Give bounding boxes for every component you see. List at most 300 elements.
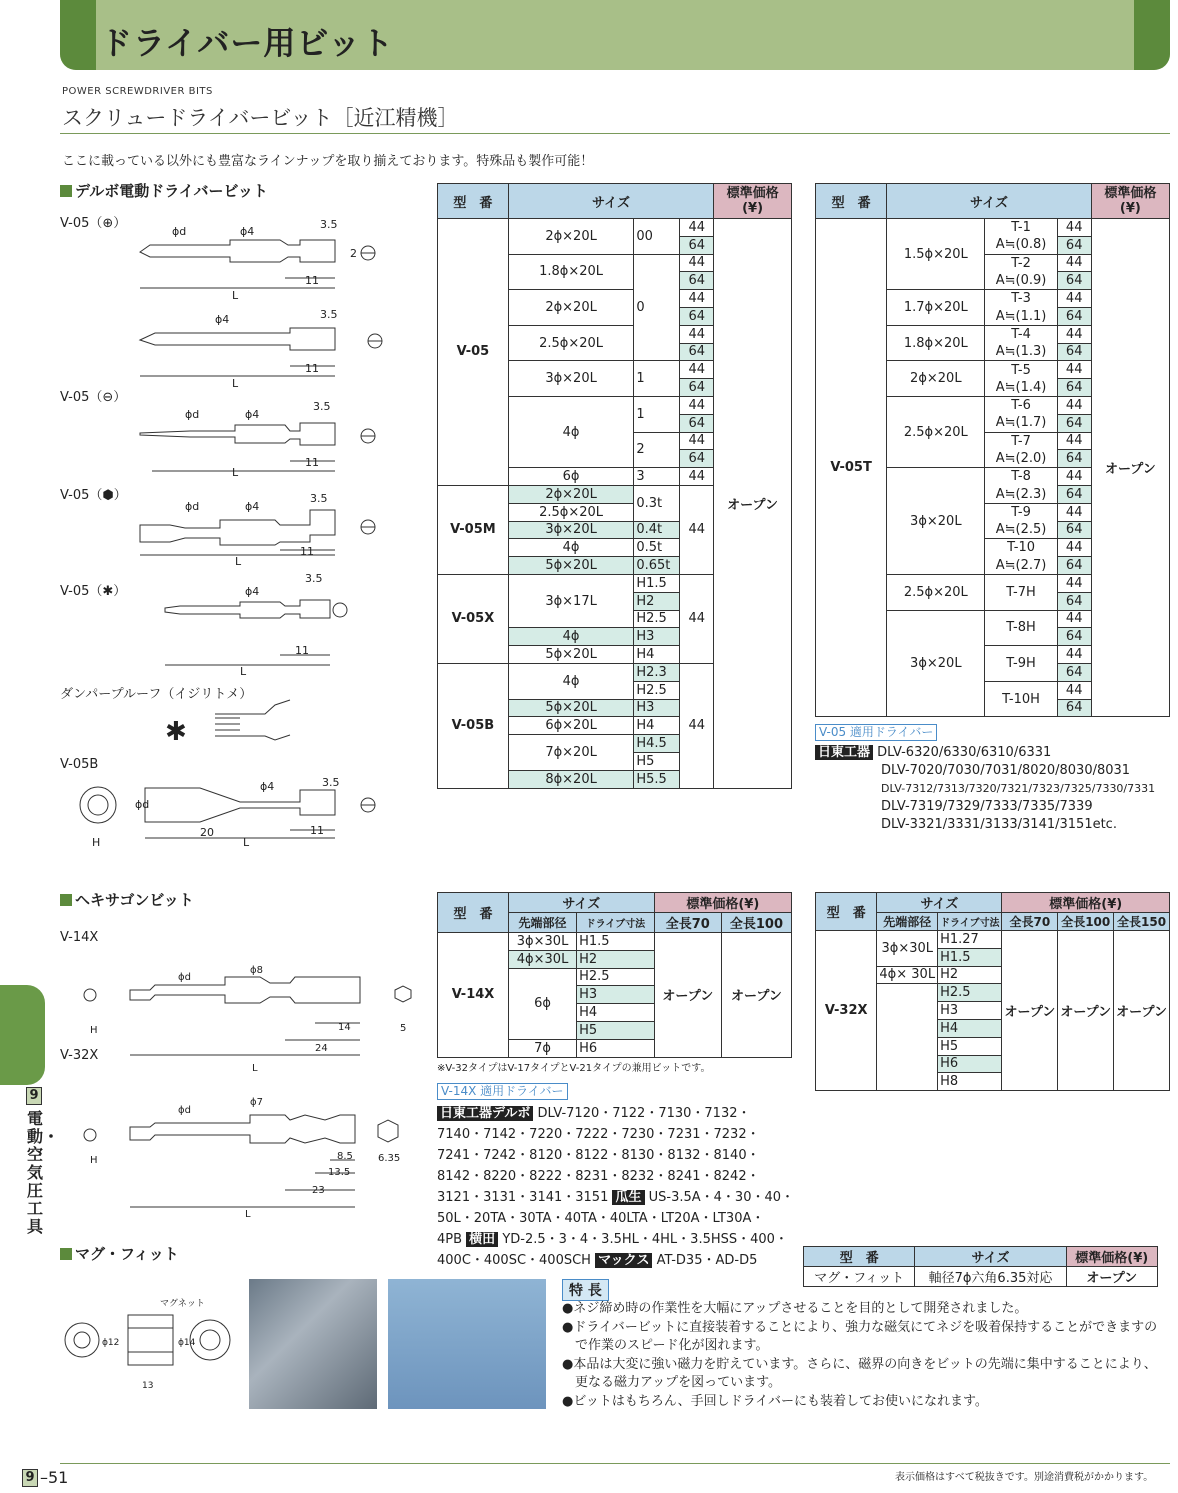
- label-v05-star: V-05（✱）: [60, 584, 127, 599]
- intro-text: ここに載っている以外にも豊富なラインナップを取り揃えております。特殊品も製作可能！: [62, 154, 594, 169]
- features-title: 特 長: [562, 1279, 609, 1301]
- t2-type: T-9: [985, 503, 1057, 521]
- maker-nitto-delvo: 日東工器デルボ: [437, 1106, 533, 1121]
- t2-size: 3ϕ×20L: [887, 610, 985, 717]
- t2-len: 64: [1057, 663, 1091, 681]
- t2-type: T-9H: [985, 646, 1057, 682]
- dim-35-2: 3.5: [320, 308, 338, 321]
- t1-cell: 64: [680, 343, 714, 361]
- t1-cell: 4ϕ: [508, 663, 634, 699]
- t1-cell: 2.5ϕ×20L: [508, 325, 634, 361]
- t1-cell: 8ϕ×20L: [508, 770, 634, 788]
- t1-cell: H2.5: [634, 681, 680, 699]
- driver-line: YD-2.5・3・4・3.5HL・4HL・3.5HSS・400・: [502, 1232, 788, 1247]
- t5-h-size: サイズ: [915, 1247, 1066, 1267]
- t1-cell: 7ϕ×20L: [508, 735, 634, 771]
- t1-cell: 64: [680, 450, 714, 468]
- t1-cell: 6ϕ: [508, 468, 634, 486]
- feature-item: ●ネジ締め時の作業性を大幅にアップさせることを目的として開発されました。: [562, 1301, 1028, 1316]
- t2-size: 2.5ϕ×20L: [887, 574, 985, 610]
- drivers-v14x: [437, 1080, 797, 1271]
- t1-cell: H2.3: [634, 663, 680, 681]
- dim-L-14x: L: [252, 1063, 258, 1074]
- t5-h-price: 標準価格(¥): [1066, 1247, 1157, 1267]
- label-v14x: V-14X: [60, 930, 99, 945]
- dim-H-6: H: [92, 836, 101, 849]
- subtitle-jp: スクリュードライバービット［近江精機］: [62, 106, 459, 130]
- t1-cell: 1.8ϕ×20L: [508, 254, 634, 290]
- table-v14x: [437, 892, 792, 1058]
- t1-model-v05m: V-05M: [438, 485, 509, 574]
- t4-h-70: 全長70: [1002, 913, 1058, 931]
- t4-cell: H4: [938, 1019, 1002, 1037]
- t1-cell: H3: [634, 699, 680, 717]
- t3-cell: 3ϕ×30L: [509, 933, 577, 951]
- t3-cell: 6ϕ: [509, 968, 577, 1039]
- drawing-v05-plus: [140, 240, 375, 288]
- t2-len: 64: [1057, 307, 1091, 325]
- t1-cell: H5: [634, 752, 680, 770]
- t2-type: T-4: [985, 325, 1057, 343]
- dim-d-14x: ϕd: [178, 972, 191, 983]
- side-chapter-number: 9: [26, 1087, 42, 1105]
- drivers-v05-title: V-05 適用ドライバー: [815, 724, 937, 741]
- footer-rule: [60, 1463, 1170, 1464]
- t1-cell: 2ϕ×20L: [508, 290, 634, 326]
- t2-len: 64: [1057, 272, 1091, 290]
- t4-cell: H1.5: [938, 948, 1002, 966]
- t1-model-v05: V-05: [438, 219, 509, 486]
- dim-d4-1: ϕ4: [240, 225, 255, 238]
- t2-len: 44: [1057, 396, 1091, 414]
- t1-cell: 2.5ϕ×20L: [508, 503, 634, 521]
- t3-cell: H6: [577, 1039, 655, 1057]
- t2-size: 1.8ϕ×20L: [887, 325, 985, 361]
- t2-type: A≒(1.7): [985, 414, 1057, 432]
- t1-cell: 64: [680, 414, 714, 432]
- t2-len: 44: [1057, 254, 1091, 272]
- section-hexagon: ヘキサゴンビット: [60, 889, 194, 910]
- label-v05b: V-05B: [60, 757, 99, 772]
- t2-len: 64: [1057, 699, 1091, 717]
- dim-11-5: 11: [295, 644, 309, 657]
- t3-h-70: 全長70: [654, 913, 721, 933]
- driver-line: 4PB: [437, 1232, 463, 1247]
- t4-h-150: 全長150: [1114, 913, 1170, 931]
- maker-uryu: 瓜生: [612, 1190, 644, 1205]
- t2-type: T-5: [985, 361, 1057, 379]
- t1-cell: 3ϕ×17L: [508, 574, 634, 627]
- t5-h-model: 型 番: [804, 1247, 915, 1267]
- t4-h-100: 全長100: [1058, 913, 1114, 931]
- t1-cell: 3: [634, 468, 680, 486]
- t2-len: 64: [1057, 628, 1091, 646]
- t2-type: T-2: [985, 254, 1057, 272]
- feature-item: 更なる磁力アップを図っています。: [562, 1375, 782, 1390]
- dim-L-32x: L: [245, 1209, 251, 1220]
- drawing-v05-star: [165, 600, 347, 665]
- t2-type: A≒(2.3): [985, 485, 1057, 503]
- side-tab: [0, 985, 45, 1085]
- t4-model: V-32X: [816, 931, 877, 1091]
- t1-model-v05b: V-05B: [438, 663, 509, 788]
- t1-cell: 44: [680, 396, 714, 414]
- t4-cell: H3: [938, 1002, 1002, 1020]
- t4-cell: H2.5: [938, 984, 1002, 1002]
- label-v32x: V-32X: [60, 1048, 99, 1063]
- feature-item: ●ビットはもちろん、手回しドライバーにも装着してお使いになれます。: [562, 1393, 988, 1409]
- t1-cell: H1.5: [634, 574, 680, 592]
- dim-14-14x: 14: [338, 1022, 351, 1033]
- t3-cell: H2: [577, 950, 655, 968]
- drawing-v05-minus: [140, 423, 375, 471]
- t3-cell: H2.5: [577, 968, 655, 986]
- t1-cell: 2: [634, 432, 680, 468]
- driver-line: 400C・400SC・400SCH: [437, 1253, 591, 1268]
- t3-h-price: 標準価格(¥): [654, 893, 791, 913]
- t4-price-100: オープン: [1058, 931, 1114, 1091]
- t2-type: A≒(0.9): [985, 272, 1057, 290]
- t3-h-drive: ドライブ寸法: [577, 913, 655, 933]
- dim-11-1: 11: [305, 274, 319, 287]
- photo-bit-with-magfit: [249, 1279, 377, 1409]
- t3-cell: H5: [577, 1021, 655, 1039]
- dim-11-3: 11: [305, 456, 319, 469]
- t2-h-price: 標準価格 (¥): [1091, 184, 1169, 219]
- t2-len: 64: [1057, 592, 1091, 610]
- t1-cell: H2.5: [634, 610, 680, 628]
- driver-line: DLV-6320/6330/6310/6331: [877, 745, 1052, 760]
- t1-cell: H2: [634, 592, 680, 610]
- maker-yokota: 横田: [466, 1232, 498, 1247]
- t2-len: 44: [1057, 574, 1091, 592]
- dim-d-6: ϕd: [135, 798, 150, 811]
- t1-cell: 3ϕ×20L: [508, 521, 634, 539]
- t2-type: T-10H: [985, 681, 1057, 717]
- t2-size: 2.5ϕ×20L: [887, 396, 985, 467]
- t4-cell: H2: [938, 966, 1002, 984]
- t3-cell: 7ϕ: [509, 1039, 577, 1057]
- drawing-v05b: [80, 787, 375, 838]
- t2-len: 44: [1057, 361, 1091, 379]
- t3-h-size: サイズ: [509, 893, 655, 913]
- drawing-v05-plus-2: [140, 328, 382, 376]
- table-v05-series: [437, 183, 792, 789]
- t4-h-drive: ドライブ寸法: [938, 913, 1002, 931]
- dim-35-5: 3.5: [305, 572, 323, 585]
- t2-type: A≒(0.8): [985, 236, 1057, 254]
- dim-d-4: ϕd: [185, 500, 200, 513]
- feature-item: ●本品は大変に強い磁力を貯えています。さらに、磁界の向きをビットの先端に集中することにより、: [562, 1356, 1157, 1372]
- t1-cell: 0.3t: [634, 485, 680, 521]
- t1-cell: 4ϕ: [508, 396, 634, 467]
- table-magfit: [803, 1246, 1158, 1287]
- dim-35-3: 3.5: [313, 400, 331, 413]
- t2-type: A≒(1.3): [985, 343, 1057, 361]
- label-v05-plus: V-05（⊕）: [60, 216, 127, 231]
- t2-model: V-05T: [816, 219, 887, 717]
- t2-len: 44: [1057, 219, 1091, 237]
- t1-cell: 4ϕ: [508, 539, 634, 557]
- t3-h-100: 全長100: [721, 913, 791, 933]
- t1-cell: 0.65t: [634, 557, 680, 575]
- dim-11-6: 11: [310, 824, 324, 837]
- t2-type: T-1: [985, 219, 1057, 237]
- features-list: [562, 1300, 1172, 1411]
- dim-L-2: L: [232, 377, 239, 390]
- t2-h-size: サイズ: [887, 184, 1092, 219]
- t1-cell: 64: [680, 236, 714, 254]
- header-accent-right: [1134, 0, 1170, 70]
- t3-h-tip: 先端部径: [509, 913, 577, 933]
- t1-cell: 5ϕ×20L: [508, 557, 634, 575]
- t4-cell: 3ϕ×30L: [877, 931, 938, 967]
- driver-line: 50L・20TA・30TA・40TA・40LTA・LT20A・LT30A・: [437, 1211, 765, 1226]
- driver-line: DLV-7120・7122・7130・7132・: [537, 1106, 751, 1121]
- t1-h-model: 型 番: [438, 184, 509, 219]
- t4-price-70: オープン: [1002, 931, 1058, 1091]
- dim-L-4: L: [235, 555, 242, 568]
- t2-h-model: 型 番: [816, 184, 887, 219]
- photo-screwdriver-with-magfit: [388, 1279, 546, 1409]
- driver-line: 8142・8220・8222・8231・8232・8241・8242・: [437, 1169, 760, 1184]
- t4-price-150: オープン: [1114, 931, 1170, 1091]
- t2-type: T-7: [985, 432, 1057, 450]
- dim-d-3: ϕd: [185, 408, 200, 421]
- t2-type: A≒(2.7): [985, 557, 1057, 575]
- dim-d4-3: ϕ4: [245, 408, 260, 421]
- driver-line: 3121・3131・3141・3151: [437, 1190, 609, 1205]
- subtitle-rule: [60, 133, 1170, 134]
- t1-cell: H4.5: [634, 735, 680, 753]
- dim-magnet: マグネット: [160, 1299, 205, 1309]
- t1-cell: H4: [634, 717, 680, 735]
- t4-h-price: 標準価格(¥): [1002, 893, 1170, 913]
- table-v05t: [815, 183, 1170, 717]
- t2-type: A≒(2.5): [985, 521, 1057, 539]
- t4-cell: H5: [938, 1037, 1002, 1055]
- t4-h-size: サイズ: [877, 893, 1002, 913]
- maker-nitto: 日東工器: [815, 745, 873, 760]
- driver-line: DLV-3321/3331/3133/3141/3151etc.: [881, 817, 1117, 832]
- t1-cell: 64: [680, 307, 714, 325]
- t2-type: T-6: [985, 396, 1057, 414]
- dim-L-3: L: [232, 466, 239, 479]
- damper-star-icon: ✱: [165, 717, 187, 747]
- t1-cell: 4ϕ: [508, 628, 634, 646]
- t4-cell: H6: [938, 1055, 1002, 1073]
- t3-h-model: 型 番: [438, 893, 509, 933]
- t2-type: T-3: [985, 290, 1057, 308]
- dim-23-32x: 23: [312, 1185, 325, 1196]
- compat-note: ※V-32タイプはV-17タイプとV-21タイプの兼用ビットです。: [437, 1063, 711, 1074]
- dim-d-32x: ϕd: [178, 1105, 191, 1116]
- t2-len: 64: [1057, 343, 1091, 361]
- t2-len: 64: [1057, 521, 1091, 539]
- dim-85-32x: 8.5: [337, 1151, 353, 1162]
- dim-5-14x: 5: [400, 1023, 407, 1034]
- t2-len: 44: [1057, 325, 1091, 343]
- t4-cell-empty: [877, 984, 938, 1091]
- dim-20: 20: [200, 826, 214, 839]
- dim-2-1: 2: [350, 247, 357, 260]
- t2-len: 44: [1057, 503, 1091, 521]
- t1-cell: 0.5t: [634, 539, 680, 557]
- t2-len: 44: [1057, 290, 1091, 308]
- t1-cell: 2ϕ×20L: [508, 219, 634, 255]
- dim-d12: ϕ12: [102, 1338, 120, 1348]
- t2-len: 64: [1057, 236, 1091, 254]
- label-v05-minus: V-05（⊖）: [60, 390, 127, 405]
- t1-cell: 44: [680, 254, 714, 272]
- t2-len: 64: [1057, 414, 1091, 432]
- dim-d4-6: ϕ4: [260, 780, 275, 793]
- footer-tax-note: 表示価格はすべて税抜きです。別途消費税がかかります。: [895, 1472, 1154, 1483]
- t1-cell: 44: [680, 290, 714, 308]
- driver-line: DLV-7020/7030/7031/8020/8030/8031: [881, 763, 1131, 778]
- t1-cell: 1: [634, 361, 680, 397]
- dim-L-5: L: [240, 665, 247, 678]
- feature-item: ●ドライバービットに直接装着することにより、強力な磁気にてネジを吸着保持することができますの: [562, 1319, 1158, 1335]
- t2-type: T-7H: [985, 574, 1057, 610]
- feature-item: で作業のスピード化が図れます。: [562, 1338, 769, 1353]
- t1-cell: 5ϕ×20L: [508, 646, 634, 664]
- t1-cell: 44: [680, 325, 714, 343]
- t1-model-v05x: V-05X: [438, 574, 509, 663]
- t1-cell: 00: [634, 219, 680, 255]
- t1-cell: 64: [680, 272, 714, 290]
- driver-line: 7140・7142・7220・7222・7230・7231・7232・: [437, 1127, 760, 1142]
- t1-cell: 44: [680, 219, 714, 237]
- t5-size: 軸径7ϕ六角6.35対応: [915, 1267, 1066, 1287]
- drivers-v14x-title: V-14X 適用ドライバー: [437, 1083, 568, 1100]
- t2-len: 44: [1057, 432, 1091, 450]
- t2-len: 64: [1057, 557, 1091, 575]
- driver-line: US-3.5A・4・30・40・: [648, 1190, 795, 1205]
- t2-len: 44: [1057, 681, 1091, 699]
- header-accent-left: [60, 0, 96, 70]
- t1-cell: 64: [680, 379, 714, 397]
- t1-cell: 44: [680, 468, 714, 486]
- footer-chapter-num: 9: [22, 1469, 38, 1487]
- page-title: ドライバー用ビット: [100, 24, 395, 62]
- drivers-v05: [815, 721, 1155, 834]
- driver-line: 7241・7242・8120・8122・8130・8132・8140・: [437, 1148, 760, 1163]
- dim-d7-32x: ϕ7: [250, 1097, 263, 1108]
- drawing-v05-hex: [140, 510, 375, 555]
- t2-len: 44: [1057, 646, 1091, 664]
- t2-len: 44: [1057, 468, 1091, 486]
- dim-635-32x: 6.35: [378, 1153, 401, 1164]
- section-mag: マグ・フィット: [60, 1243, 179, 1264]
- table-v32x: [815, 892, 1170, 1091]
- t2-len: 44: [1057, 539, 1091, 557]
- dim-H-32x: H: [90, 1155, 98, 1166]
- t2-price: オープン: [1091, 219, 1169, 717]
- t1-cell: 44: [680, 485, 714, 574]
- dim-d4-5: ϕ4: [245, 585, 260, 598]
- dim-H-14x: H: [90, 1025, 98, 1036]
- dim-35-4: 3.5: [310, 492, 328, 505]
- dim-L-6: L: [243, 836, 250, 849]
- t1-cell: 6ϕ×20L: [508, 717, 634, 735]
- t1-cell: 1: [634, 396, 680, 432]
- t2-len: 44: [1057, 610, 1091, 628]
- dim-d8-14x: ϕ8: [250, 965, 263, 976]
- t4-cell: H8: [938, 1073, 1002, 1091]
- t1-cell: 5ϕ×20L: [508, 699, 634, 717]
- t4-h-model: 型 番: [816, 893, 877, 931]
- section-delvo: デルボ電動ドライバービット: [60, 180, 268, 201]
- t2-size: 2ϕ×20L: [887, 361, 985, 397]
- t2-type: T-8: [985, 468, 1057, 486]
- t1-cell: 3ϕ×20L: [508, 361, 634, 397]
- driver-line: AT-D35・AD-D5: [656, 1253, 758, 1268]
- t2-len: 64: [1057, 379, 1091, 397]
- t1-cell: 44: [680, 574, 714, 663]
- t4-h-tip: 先端部径: [877, 913, 938, 931]
- maker-max: マックス: [595, 1253, 652, 1268]
- t2-len: 64: [1057, 450, 1091, 468]
- t1-cell: 44: [680, 361, 714, 379]
- t1-cell: 44: [680, 432, 714, 450]
- t2-size: 3ϕ×20L: [887, 468, 985, 575]
- t4-cell: H1.27: [938, 931, 1002, 949]
- footer-page-number: –51: [40, 1468, 69, 1487]
- t3-cell: H3: [577, 986, 655, 1004]
- dim-13: 13: [142, 1381, 154, 1391]
- t5-price: オープン: [1066, 1267, 1157, 1287]
- t1-cell: H4: [634, 646, 680, 664]
- dim-11-2: 11: [305, 362, 319, 375]
- t4-cell: 4ϕ× 30L: [877, 966, 938, 984]
- hex-bit-drawings: [60, 955, 430, 1220]
- driver-line: DLV-7319/7329/7333/7335/7339: [881, 799, 1093, 814]
- t3-price-70: オープン: [654, 933, 721, 1058]
- t2-len: 64: [1057, 485, 1091, 503]
- t2-type: A≒(1.1): [985, 307, 1057, 325]
- t1-cell: 2ϕ×20L: [508, 485, 634, 503]
- t2-size: 1.7ϕ×20L: [887, 290, 985, 326]
- t3-cell: H4: [577, 1004, 655, 1022]
- t1-cell: H3: [634, 628, 680, 646]
- t1-price: オープン: [714, 219, 792, 789]
- t1-cell: 0: [634, 254, 680, 361]
- dim-11-4: 11: [300, 545, 314, 558]
- t2-size: 1.5ϕ×20L: [887, 219, 985, 290]
- t3-cell: H1.5: [577, 933, 655, 951]
- label-damper: ダンパープルーフ（イジリトメ）: [60, 687, 253, 702]
- t2-type: A≒(2.0): [985, 450, 1057, 468]
- t1-cell: H5.5: [634, 770, 680, 788]
- t3-cell: 4ϕ×30L: [509, 950, 577, 968]
- label-v05-hex: V-05（⬢）: [60, 488, 127, 503]
- dim-24-14x: 24: [315, 1043, 328, 1054]
- t1-h-size: サイズ: [508, 184, 713, 219]
- subtitle-en: POWER SCREWDRIVER BITS: [62, 86, 213, 97]
- dim-d4-2: ϕ4: [215, 313, 230, 326]
- t5-model: マグ・フィット: [804, 1267, 915, 1287]
- dim-d14: ϕ14: [178, 1338, 196, 1348]
- t3-model: V-14X: [438, 933, 509, 1058]
- dim-35-1: 3.5: [320, 218, 338, 231]
- driver-line: DLV-7312/7313/7320/7321/7323/7325/7330/7331: [881, 782, 1156, 795]
- dim-d-1: ϕd: [172, 225, 187, 238]
- dim-135-32x: 13.5: [328, 1167, 351, 1178]
- t3-price-100: オープン: [721, 933, 791, 1058]
- t1-cell: 44: [680, 663, 714, 788]
- dim-35-6: 3.5: [322, 776, 340, 789]
